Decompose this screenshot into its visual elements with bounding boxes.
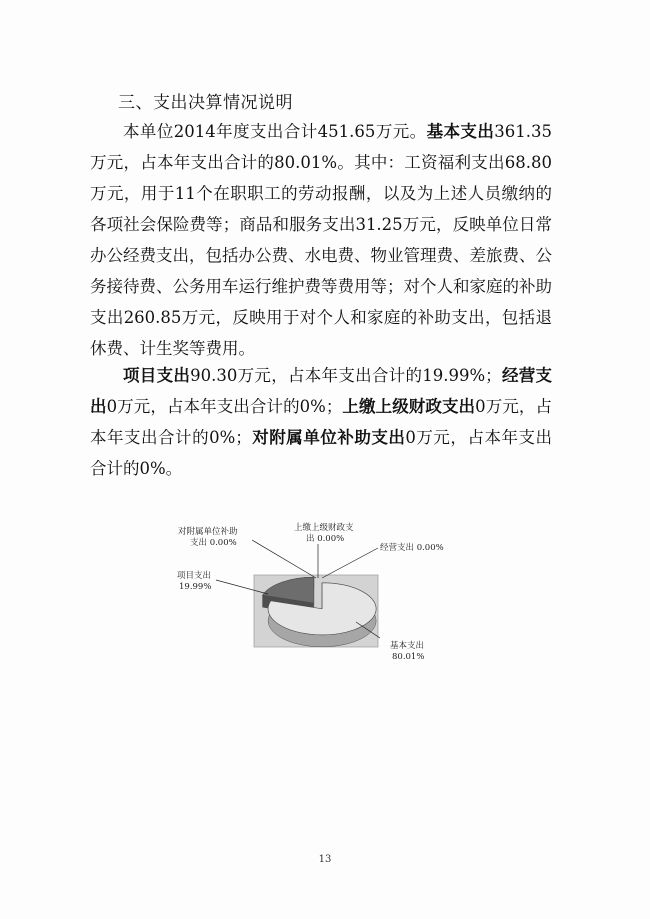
paragraph-basic-expenditure (90, 116, 552, 364)
leader-line-operating-expenditure (322, 548, 378, 578)
slice-label-basic-expenditure: 基本支出 (390, 641, 425, 651)
paragraph-other-expenditure (90, 360, 552, 484)
section-heading: 三、支出决算情况说明 (118, 93, 293, 113)
project-expenditure-label: 项目支出 (123, 366, 191, 385)
upper-level-expenditure-text: 0万元，占本年支出合计的0%； (90, 397, 553, 447)
upper-level-expenditure-label: 上缴上级财政支出 (342, 397, 476, 416)
slice-value-basic-expenditure: 80.01% (392, 652, 425, 662)
paragraph-intro-text: 本单位2014年度支出合计451.65万元。 (123, 122, 427, 141)
operating-expenditure-label: 经营支出 (90, 366, 552, 416)
slice-label-project-expenditure: 项目支出 (177, 571, 212, 581)
slice-label-upper-level-expenditure: 上缴上级财政支 (294, 523, 354, 533)
basic-expenditure-label: 基本支出 (426, 122, 495, 141)
slice-label-subsidy-expenditure: 对附属单位补助 (178, 527, 238, 537)
slice-value-subsidy-expenditure: 支出 0.00% (190, 538, 237, 548)
subsidy-expenditure-label: 对附属单位补助支出 (251, 428, 406, 447)
slice-value-upper-level-expenditure: 出 0.00% (306, 534, 345, 544)
slice-label-operating-expenditure: 经营支出 0.00% (380, 543, 444, 553)
leader-line-subsidy-expenditure (252, 540, 316, 578)
page-number: 13 (318, 854, 332, 865)
operating-expenditure-text: 0万元，占本年支出合计的0%； (106, 397, 343, 416)
slice-value-project-expenditure: 19.99% (179, 582, 212, 592)
project-expenditure-text: 90.30万元，占本年支出合计的19.99%； (190, 366, 502, 385)
expenditure-pie-chart (150, 518, 480, 678)
subsidy-expenditure-text: 0万元，占本年支出合计的0%。 (90, 428, 552, 478)
basic-expenditure-text: 361.35万元，占本年支出合计的80.01%。其中：工资福利支出68.80万元，用于11个在职职工的劳动报酬，以及为上述人员缴纳的各项社会保险费等；商品和服务支出31.25万元，反映单位日常办公经费支出，包括办公费、水电费、物业管理费、差旅费、公务接待费、公务用车运行维护费等费用等；对个人和家庭的补助支出260.85万元，反映用于对个人和家庭的补助支出，包括退休费、计生奖等费用。 (90, 122, 553, 358)
